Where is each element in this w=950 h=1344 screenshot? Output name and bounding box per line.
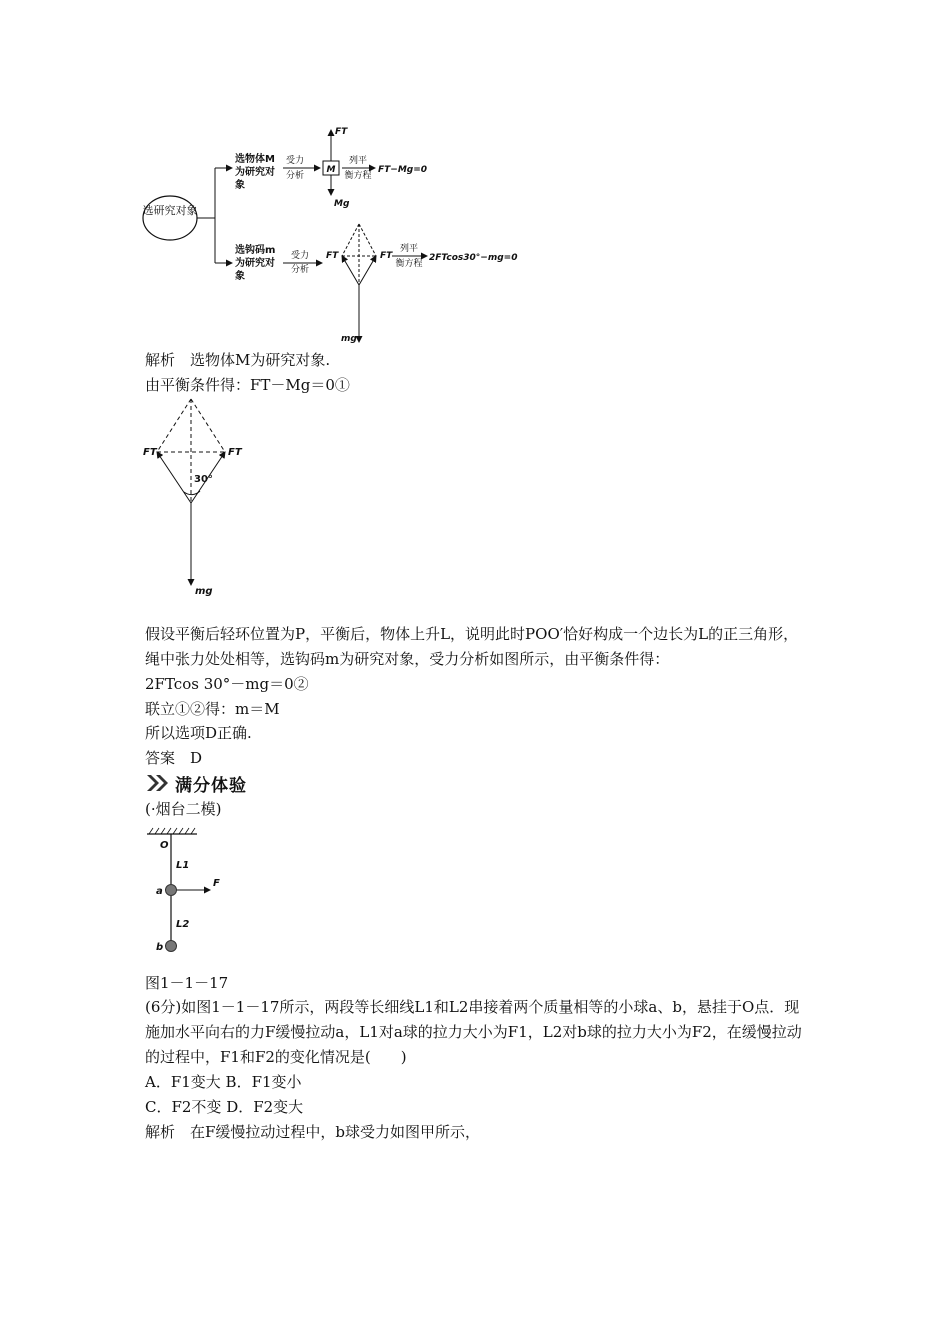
ceiling-hatch	[149, 828, 195, 834]
bottom-object-line1: 选钩码m	[235, 245, 276, 256]
double-chevron-icon	[145, 773, 171, 793]
top-force-down-label: Mg	[334, 199, 350, 209]
options-line1: A．F1变大 B．F1变小	[145, 1073, 302, 1091]
l2-label: L2	[176, 919, 190, 930]
bottom-arrow2-top: 列平	[399, 244, 419, 254]
top-arrow2-top: 列平	[348, 156, 368, 166]
force-down-label: mg	[195, 586, 213, 597]
top-object-line1: 选物体M	[235, 154, 275, 165]
object-box-label: M	[326, 165, 336, 175]
figure-caption: 图1－1－17	[145, 974, 229, 992]
force-left-label: FT	[143, 447, 157, 458]
bottom-arrow1-top: 受力	[290, 251, 310, 261]
bottom-arrow1-bottom: 分析	[290, 265, 310, 275]
top-object-line2: 为研究对	[235, 167, 275, 178]
bottom-object-line2: 为研究对	[235, 258, 275, 269]
explanation-paragraph: 假设平衡后轻环位置为P，平衡后，物体上升L，说明此时POO′恰好构成一个边长为L的正三角形，绳中张力处处相等，选钩码m为研究对象，受力分析如图所示，由平衡条件得：	[145, 625, 799, 668]
top-object-line3: 象	[235, 180, 245, 191]
ball-b-label: b	[156, 942, 164, 953]
point-o-label: O	[160, 840, 169, 851]
analysis-line2: 由平衡条件得：FT－Mg＝0①	[145, 376, 350, 394]
ball-a-label: a	[156, 886, 163, 897]
question-text: (6分)如图1－1－17所示，两段等长细线L1和L2串接着两个质量相等的小球a、b，悬挂于O点．现施加水平向右的力F缓慢拉动a，L1对a球的拉力大小为F1，L2对b球的拉力大小为F2，在缓慢拉动的过程中，F1和F2的变化情况是( )	[145, 998, 802, 1066]
top-arrow1-bottom: 分析	[285, 171, 305, 181]
top-arrow1-top: 受力	[285, 156, 305, 166]
top-arrow2-bottom: 衡方程	[344, 171, 372, 181]
force-diagram	[140, 395, 260, 605]
flow-diagram	[130, 120, 550, 350]
force-f-label: F	[213, 878, 220, 889]
start-node	[143, 196, 197, 240]
answer-line: 答案 D	[145, 749, 203, 767]
analysis-line1: 解析 选物体M为研究对象.	[145, 351, 331, 369]
l1-label: L1	[176, 860, 190, 871]
conclusion-line: 所以选项D正确.	[145, 724, 252, 742]
bottom-equation: 2FTcos30°−mg=0	[429, 253, 518, 263]
force-right-label: FT	[228, 447, 242, 458]
bottom-force-left-label: FT	[326, 251, 339, 261]
top-force-up-label: FT	[335, 127, 348, 137]
start-node-label: 选研究对象	[142, 204, 198, 217]
section-title: 满分体验	[175, 775, 247, 796]
angle-label: 30°	[194, 474, 213, 485]
ball-b	[166, 941, 177, 952]
bottom-arrow2-bottom: 衡方程	[395, 259, 423, 269]
top-equation: FT−Mg=0	[378, 165, 428, 175]
section-heading	[145, 770, 247, 796]
bottom-object-line3: 象	[235, 271, 245, 282]
combine-line: 联立①②得：m＝M	[145, 700, 280, 718]
question-source: (·烟台二模)	[145, 800, 222, 818]
question-analysis: 解析 在F缓慢拉动过程中，b球受力如图甲所示，	[145, 1123, 481, 1141]
pendulum-figure	[140, 826, 250, 956]
options-line2: C．F2不变 D．F2变大	[145, 1098, 304, 1116]
equation-2: 2FTcos 30°－mg＝0②	[145, 675, 309, 693]
bottom-force-rhombus	[342, 224, 376, 342]
bottom-force-right-label: FT	[380, 251, 393, 261]
bottom-force-down-label: mg	[341, 334, 357, 344]
ball-a	[166, 885, 177, 896]
